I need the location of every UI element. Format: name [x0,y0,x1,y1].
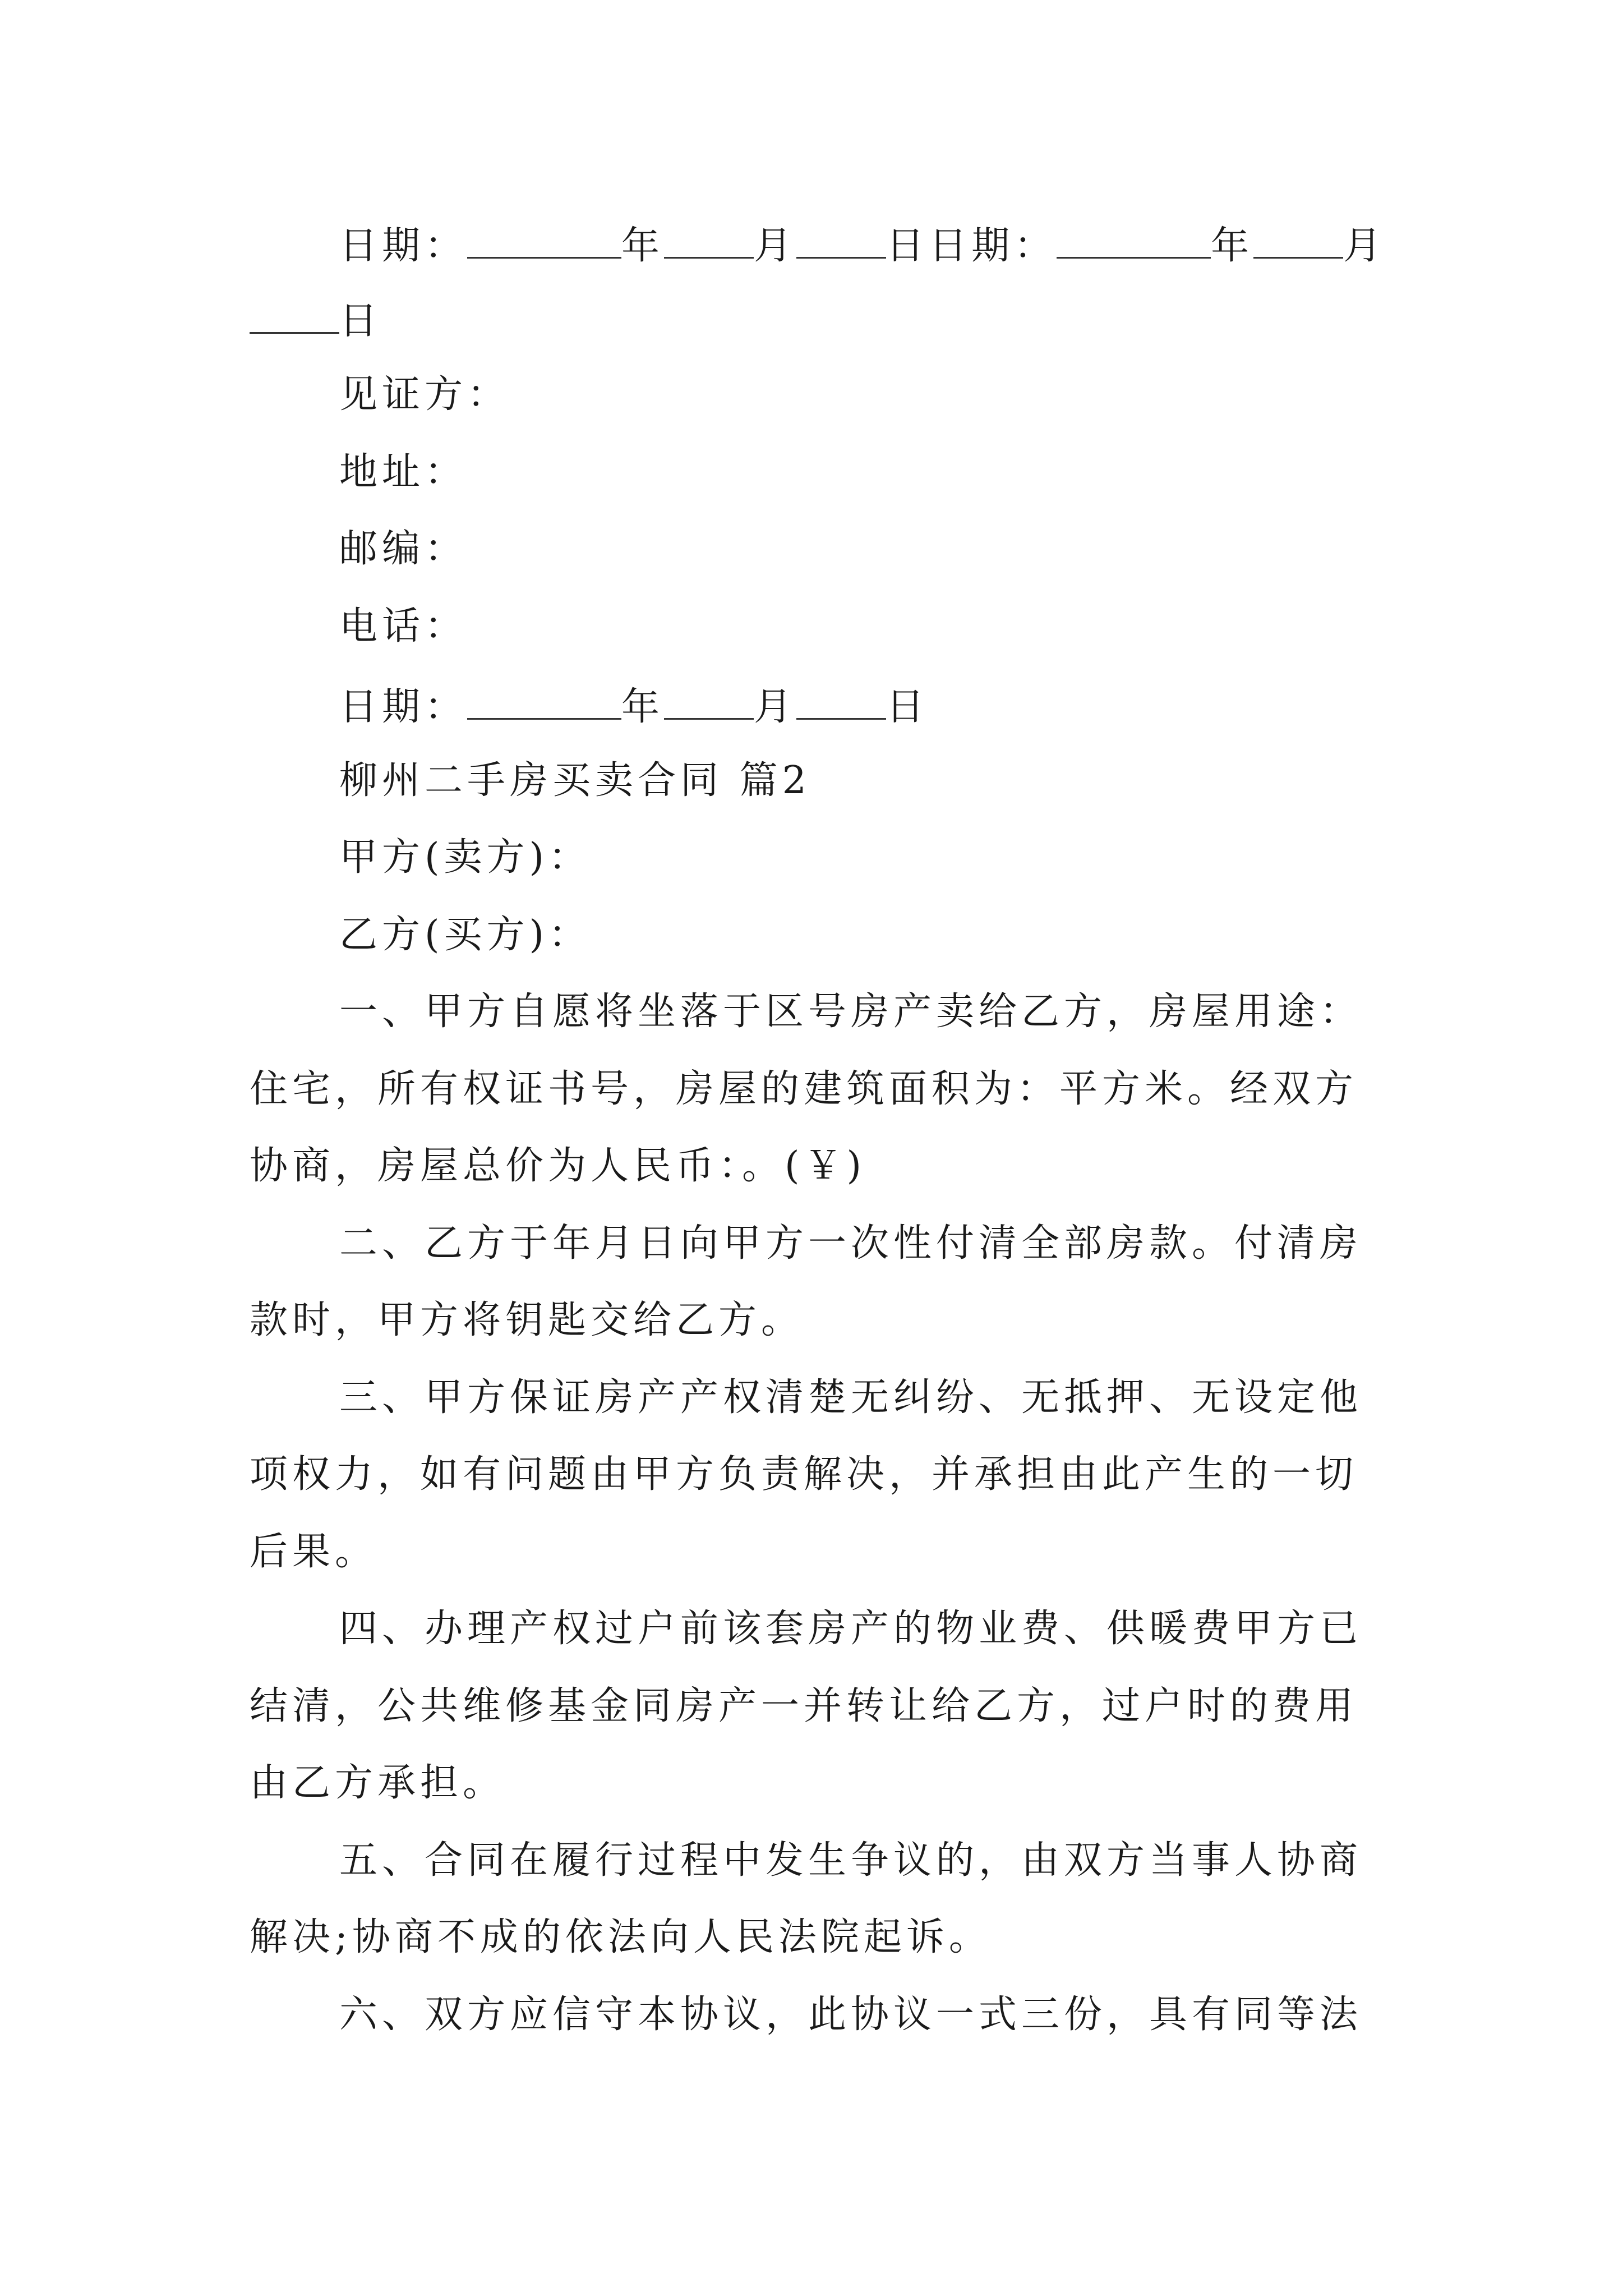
month-char: 月 [1343,224,1386,268]
year-blank [467,223,621,259]
month-char: 月 [754,685,797,729]
clause-1-line-3: 协商，房屋总价为人民币：。(￥) [250,1144,866,1188]
clause-4-line-1: 四、办理产权过户前该套房产的物业费、供暖费甲方已 [339,1607,1363,1651]
clause-1-line-1: 一、甲方自愿将坐落于区号房产卖给乙方，房屋用途： [339,990,1363,1034]
year-blank [1057,223,1211,259]
address-label: 地址： [339,450,468,494]
year-blank [467,684,621,720]
year-char: 年 [1211,224,1254,268]
clause-5-line-2: 解决;协商不成的依法向人民法院起诉。 [250,1915,992,1959]
clause-6-line-1: 六、双方应信守本协议，此协议一式三份，具有同等法 [339,1993,1363,2037]
date-label: 日期： [339,224,468,268]
party-b: 乙方(买方)： [339,913,592,957]
year-char: 年 [621,224,665,268]
witness-label: 见证方： [339,372,510,417]
day-char: 日 [339,299,382,343]
date-line-double [339,223,1386,268]
clause-3-line-1: 三、甲方保证房产产权清楚无纠纷、无抵押、无设定他 [339,1375,1363,1420]
clause-4-line-2: 结清，公共维修基金同房产一并转让给乙方，过户时的费用 [250,1684,1358,1728]
clause-4-line-3: 由乙方承担。 [250,1761,506,1805]
month-blank [664,223,754,259]
month-blank [664,684,754,720]
clause-3-line-3: 后果。 [250,1530,378,1574]
day-blank [250,298,339,334]
year-char: 年 [621,685,665,729]
clause-3-line-2: 项权力，如有问题由甲方负责解决，并承担由此产生的一切 [250,1452,1358,1497]
party-a: 甲方(卖方)： [339,835,592,880]
contract-title: 柳州二手房买卖合同 篇2 [339,758,811,803]
date-label: 日期： [339,685,468,729]
month-blank [1253,223,1343,259]
date-label: 日期： [929,224,1057,268]
month-char: 月 [754,224,797,268]
day-char: 日 [886,685,929,729]
postcode-label: 邮编： [339,527,468,571]
day-blank [796,684,886,720]
clause-5-line-1: 五、合同在履行过程中发生争议的，由双方当事人协商 [339,1838,1363,1883]
clause-1-line-2: 住宅，所有权证书号，房屋的建筑面积为：平方米。经双方 [250,1067,1358,1111]
phone-label: 电话： [339,604,468,648]
clause-2-line-2: 款时，甲方将钥匙交给乙方。 [250,1298,804,1342]
day-char: 日 [886,224,929,268]
clause-2-line-1: 二、乙方于年月日向甲方一次性付清全部房款。付清房 [339,1221,1363,1266]
day-blank [796,223,886,259]
date-line [339,684,929,729]
date-line-wrap [250,298,382,341]
